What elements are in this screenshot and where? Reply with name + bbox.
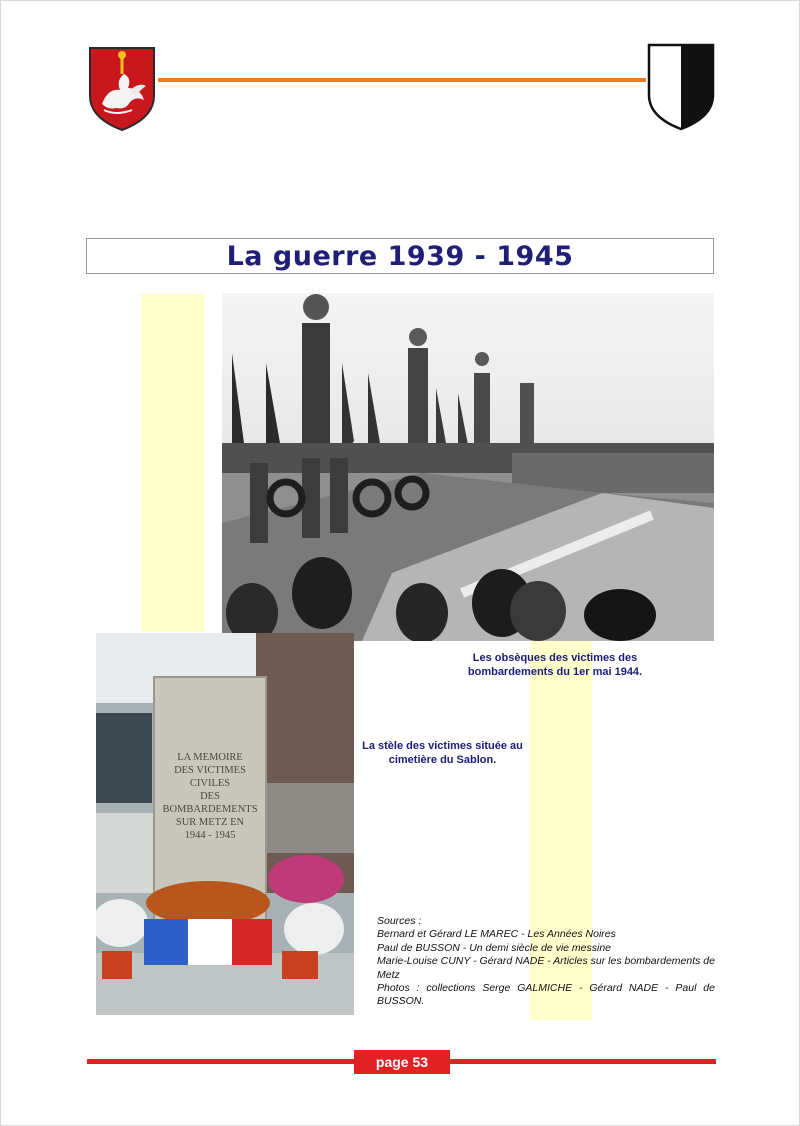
source-line: Bernard et Gérard LE MAREC - Les Années Noires (377, 928, 616, 941)
inscription-line: SUR METZ EN (175, 817, 245, 828)
coat-of-arms-metz-icon (645, 41, 717, 133)
source-line: Photos : collections Serge GALMICHE - Gérard NADE - Paul de BUSSON. (377, 982, 715, 1008)
sources-heading: Sources : (377, 915, 422, 927)
stele-caption: La stèle des victimes située au cimetière du Sablon. (362, 740, 523, 766)
funeral-caption: Les obsèques des victimes des bombardements du 1er mai 1944. (467, 652, 643, 678)
page-title: La guerre 1939 - 1945 (226, 240, 574, 272)
funeral-ceremony-photo (222, 293, 714, 641)
source-line: Marie-Louise CUNY - Gérard NADE - Articles sur les bombardements de Metz (377, 955, 715, 981)
title-box (86, 238, 714, 274)
inscription-line: BOMBARDEMENTS (162, 804, 258, 815)
highlight-band-left (141, 294, 204, 632)
sources-block (377, 915, 715, 1009)
inscription-line: DES (200, 791, 220, 802)
header-rule (158, 78, 646, 82)
inscription-line: 1944 - 1945 (184, 830, 236, 841)
inscription-line: DES VICTIMES (174, 765, 246, 776)
stele-inscription (154, 751, 266, 842)
inscription-line: CIVILES (189, 778, 231, 789)
coat-of-arms-dragon-icon (86, 44, 158, 132)
page-number-badge: page 53 (354, 1050, 450, 1074)
inscription-line: LA MEMOIRE (177, 752, 243, 763)
memorial-stele-photo (96, 633, 354, 1015)
source-line: Paul de BUSSON - Un demi siècle de vie messine (377, 941, 612, 954)
